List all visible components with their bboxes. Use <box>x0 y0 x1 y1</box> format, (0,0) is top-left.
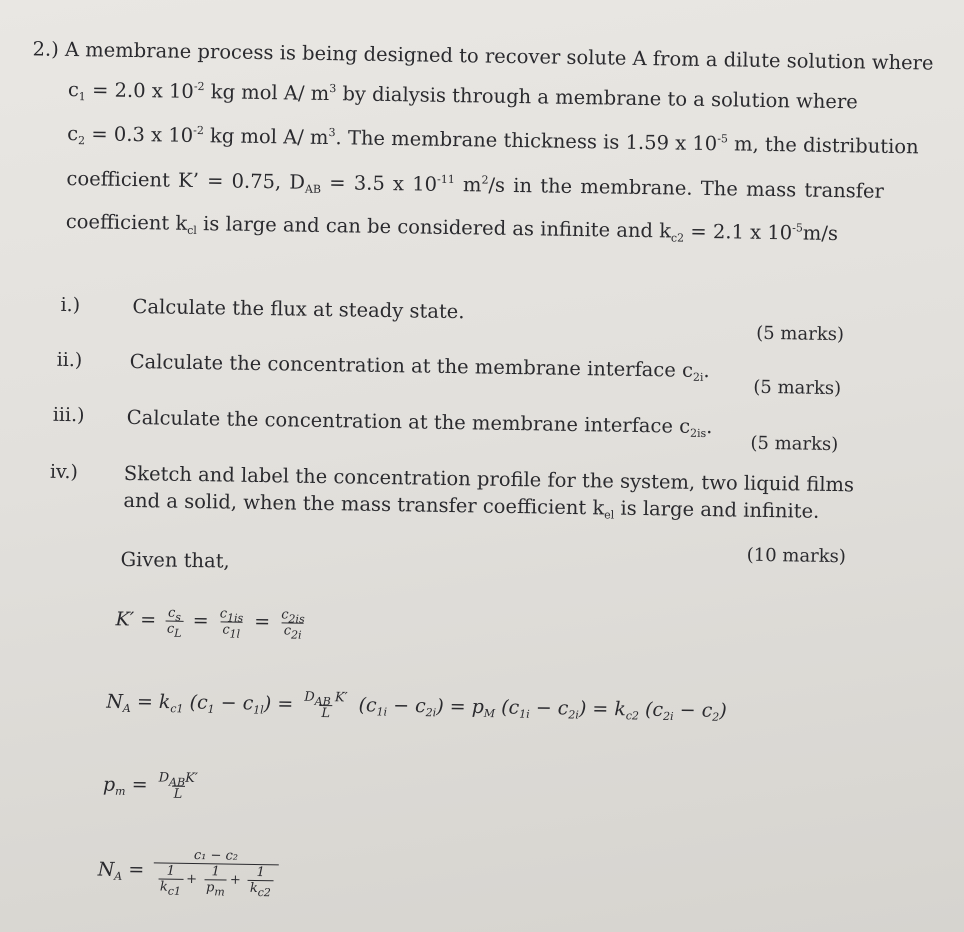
part-ii-label: ii.) <box>56 348 83 372</box>
part-iv-marks: (10 marks) <box>746 544 847 568</box>
thickness-exponent: -5 <box>717 132 729 146</box>
line4-d: /s in the membrane. The mass transfer <box>488 173 885 203</box>
dab-exponent: -11 <box>437 172 455 187</box>
part-iv-text-2-end: is large and infinite. <box>620 496 820 523</box>
question-line-5: coefficient $k_{cl}$ is large and can be considered as infinite and $k_{c2} = 2.1$ x $10^{-5}m/s$ <box>65 209 839 246</box>
na-numerator: c₁ − c₂ <box>193 848 239 864</box>
part-iv-text-2: and a solid, when the mass transfer coefficient k <box>123 488 605 520</box>
c1-value: 2.0 x 10 <box>114 78 194 103</box>
part-ii-marks: (5 marks) <box>753 376 842 400</box>
question-line-2: $c_1 = 2.0$ x $10^{-2}$ kg mol A/ $m^3$ by dialysis through a membrane to a solution where <box>67 77 858 114</box>
frac-c1is-c1l: $\frac{c_{1is}}{c_{1l}}$ <box>219 606 244 641</box>
line2-tail: by dialysis through a membrane to a solution where <box>342 82 858 114</box>
eq-pm: $p_m$ = $\frac{D_{AB}K'}{L}$ <box>102 770 198 802</box>
given-that: Given that, <box>120 547 230 573</box>
intro-text: A membrane process is being designed to recover solute A from a dilute solution where <box>64 37 934 75</box>
question-number: 2.) <box>32 37 59 61</box>
eq-flux-chain: $N_A = k_{c1}$ $(c_1 - c_{1l})$ = $\frac{D_{AB} K'}{L}$ $(c_{1i} - c_{2i}) = p_M$ $(c_{1i} - c_{2i}) = k_{c2}$ $(c_{2i} - c_2)$ <box>106 689 727 724</box>
c1-unit: kg mol A/ m <box>210 80 330 106</box>
line4-a: coefficient K’ = 0.75, D <box>66 166 306 194</box>
c2-unit: kg mol A/ m <box>209 124 329 150</box>
part-iii-text: Calculate the concentration at the membrane interface c <box>126 405 691 438</box>
part-iv-line-2: and a solid, when the mass transfer coefficient $k_{el}$ is large and infinite. <box>123 488 820 523</box>
line3-tail: . The membrane thickness is 1.59 x 10 <box>335 126 718 156</box>
c1-symbol: $c_1$ = <box>67 77 115 104</box>
frac-pm: $\frac{D_{AB}K'}{L}$ <box>158 770 198 802</box>
frac-dab-k-l: $\frac{D_{AB} K'}{L}$ <box>304 689 348 722</box>
line5-b: is large and can be considered as infinite and k <box>202 212 672 243</box>
part-ii-line: Calculate the concentration at the membrane interface $c_{2i}$. <box>129 349 710 384</box>
c2-symbol: $c_2$ = <box>67 121 115 148</box>
line5-c: = 2.1 x 10 <box>690 219 793 245</box>
question-line-4: coefficient K’ = 0.75, $D_{AB} = 3.5$ x $10^{-11}$ $m^2/s$ in the membrane. The mass transfer <box>66 166 885 203</box>
na-symbol: $N_A$ <box>106 690 131 715</box>
eq-na: $N_A$ = c₁ − c₂ $\frac{1}{k_{c1}}$ + $\frac{1}{p_m}$ + $\frac{1}{k_{c2}}$ <box>97 847 281 897</box>
pm-symbol: $p_m$ <box>102 773 126 798</box>
part-iii-label: iii.) <box>52 403 85 427</box>
part-i-text: Calculate the flux at steady state. <box>132 294 465 324</box>
na-denominator: $\frac{1}{k_{c1}}$ + $\frac{1}{p_m}$ + $\frac{1}{k_{c2}}$ <box>153 862 278 896</box>
kc2-exponent: -5 <box>792 221 804 235</box>
line4-b: = 3.5 x 10 <box>329 171 438 196</box>
line5-a: coefficient k <box>65 209 188 235</box>
part-ii-sub: 2i <box>692 370 704 384</box>
c2-value: 0.3 x 10 <box>113 122 194 147</box>
line3-end: m, the distribution <box>733 132 919 159</box>
part-ii-text: Calculate the concentration at the membrane interface c <box>129 349 694 382</box>
c2-exponent: -2 <box>193 123 205 138</box>
frac-c2is-c2i: $\frac{c_{2is}}{c_{2i}}$ <box>281 607 305 642</box>
frac-na <box>153 847 279 900</box>
part-iii-sub: 2is <box>689 426 707 441</box>
part-iv-label: iv.) <box>49 460 79 484</box>
question-line-3: $c_2 = 0.3$ x $10^{-2}$ kg mol A/ $m^3$. The membrane thickness is 1.59 x $10^{-5}$ m, the distribution <box>67 121 919 159</box>
part-i-label: i.) <box>60 293 81 317</box>
question-line-1 <box>32 37 933 75</box>
part-iii-marks: (5 marks) <box>750 432 839 456</box>
line4-c: m <box>462 173 482 197</box>
line5-d: m/s <box>802 221 839 246</box>
part-i-marks: (5 marks) <box>756 322 845 346</box>
eq-kprime: K′ = $\frac{c_s}{c_L}$ = $\frac{c_{1is}}{c_{1l}}$ = $\frac{c_{2is}}{c_{2i}}$ <box>115 605 309 639</box>
na-final-symbol: $N_A$ <box>97 858 123 883</box>
part-iii-line: Calculate the concentration at the membrane interface $c_{2is}$. <box>126 405 713 441</box>
c1-exponent: -2 <box>193 79 205 94</box>
part-iv-text: Sketch and label the concentration profile for the system, two liquid films <box>123 461 855 497</box>
kprime-symbol: K′ = <box>115 608 157 631</box>
frac-cs-cl: $\frac{c_s}{c_L}$ <box>165 606 184 637</box>
